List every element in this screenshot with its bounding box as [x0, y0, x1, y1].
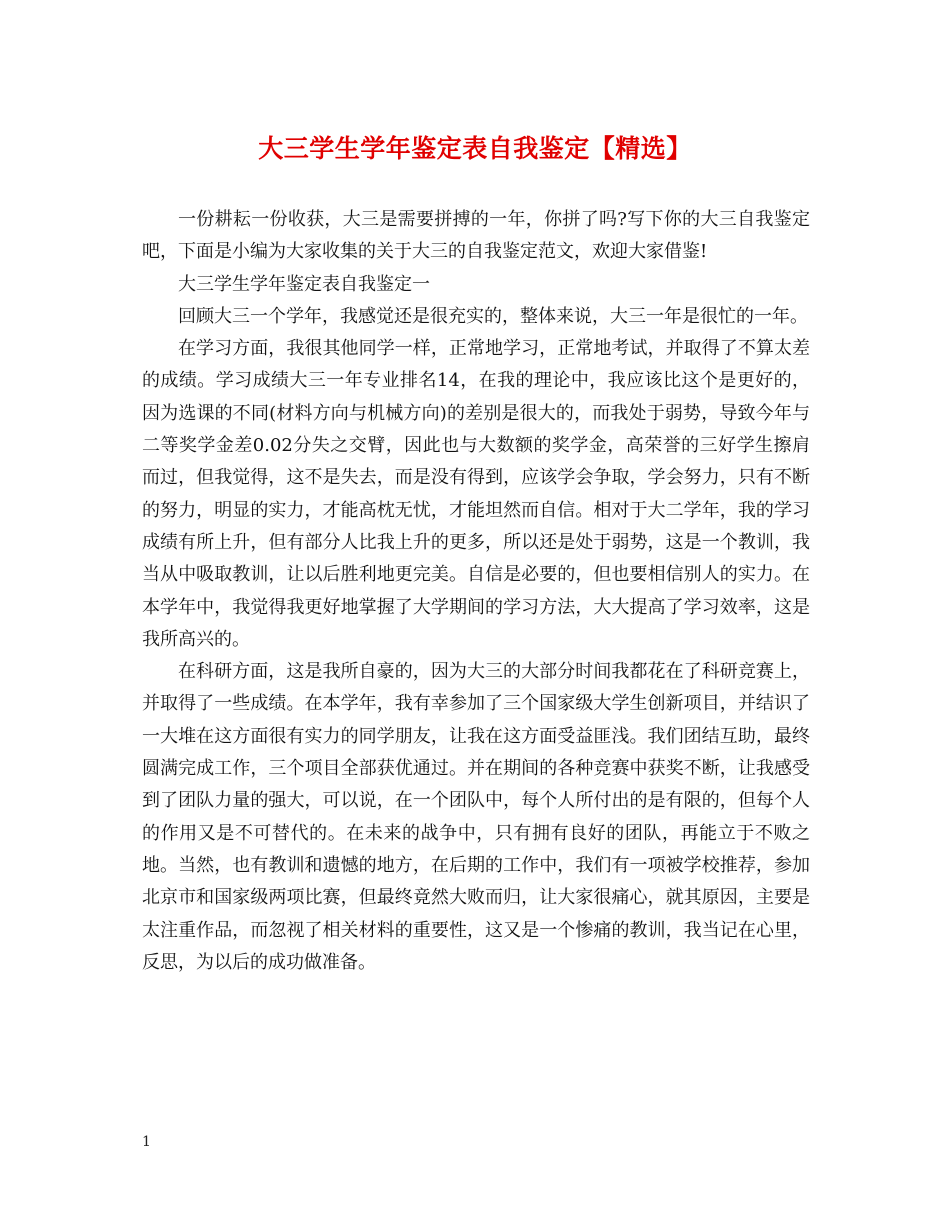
intro-paragraph: 一份耕耘一份收获，大三是需要拼搏的一年，你拼了吗?写下你的大三自我鉴定吧，下面是小编为大家收集的关于大三的自我鉴定范文，欢迎大家借鉴!: [142, 209, 810, 263]
document-title: 大三学生学年鉴定表自我鉴定【精选】: [258, 134, 692, 163]
document-body: [142, 204, 810, 979]
section-heading: 大三学生学年鉴定表自我鉴定一: [178, 273, 430, 295]
study-paragraph: 在学习方面，我很其他同学一样，正常地学习，正常地考试，并取得了不算太差的成绩。学习成绩大三一年专业排名14，在我的理论中，我应该比这个是更好的，因为选课的不同(材料方向与机械方向)的差别是很大的，而我处于弱势，导致今年与二等奖学金差0.02分失之交臂，因此也与大数额的奖学金，高荣誉的三好学生擦肩而过，但我觉得，这不是失去，而是没有得到，应该学会争取，学会努力，只有不断的努力，明显的实力，才能高枕无忧，才能坦然而自信。相对于大二学年，我的学习成绩有所上升，但有部分人比我上升的更多，所以还是处于弱势，这是一个教训，我当从中吸取教训，让以后胜利地更完美。自信是必要的，但也要相信别人的实力。在本学年中，我觉得我更好地掌握了大学期间的学习方法，大大提高了学习效率，这是我所高兴的。: [142, 338, 810, 650]
page-number: 1: [142, 1134, 151, 1150]
review-paragraph: 回顾大三一个学年，我感觉还是很充实的，整体来说，大三一年是很忙的一年。: [178, 305, 808, 327]
research-paragraph: 在科研方面，这是我所自豪的，因为大三的大部分时间我都花在了科研竞赛上，并取得了一些成绩。在本学年，我有幸参加了三个国家级大学生创新项目，并结识了一大堆在这方面很有实力的同学朋友，让我在这方面受益匪浅。我们团结互助，最终圆满完成工作，三个项目全部获优通过。并在期间的各种竞赛中获奖不断，让我感受到了团队力量的强大，可以说，在一个团队中，每个人所付出的是有限的，但每个人的作用又是不可替代的。在未来的战争中，只有拥有良好的团队，再能立于不败之地。当然，也有教训和遗憾的地方，在后期的工作中，我们有一项被学校推荐，参加北京市和国家级两项比赛，但最终竟然大败而归，让大家很痛心，就其原因，主要是太注重作品，而忽视了相关材料的重要性，这又是一个惨痛的教训，我当记在心里，反思，为以后的成功做准备。: [142, 661, 810, 973]
